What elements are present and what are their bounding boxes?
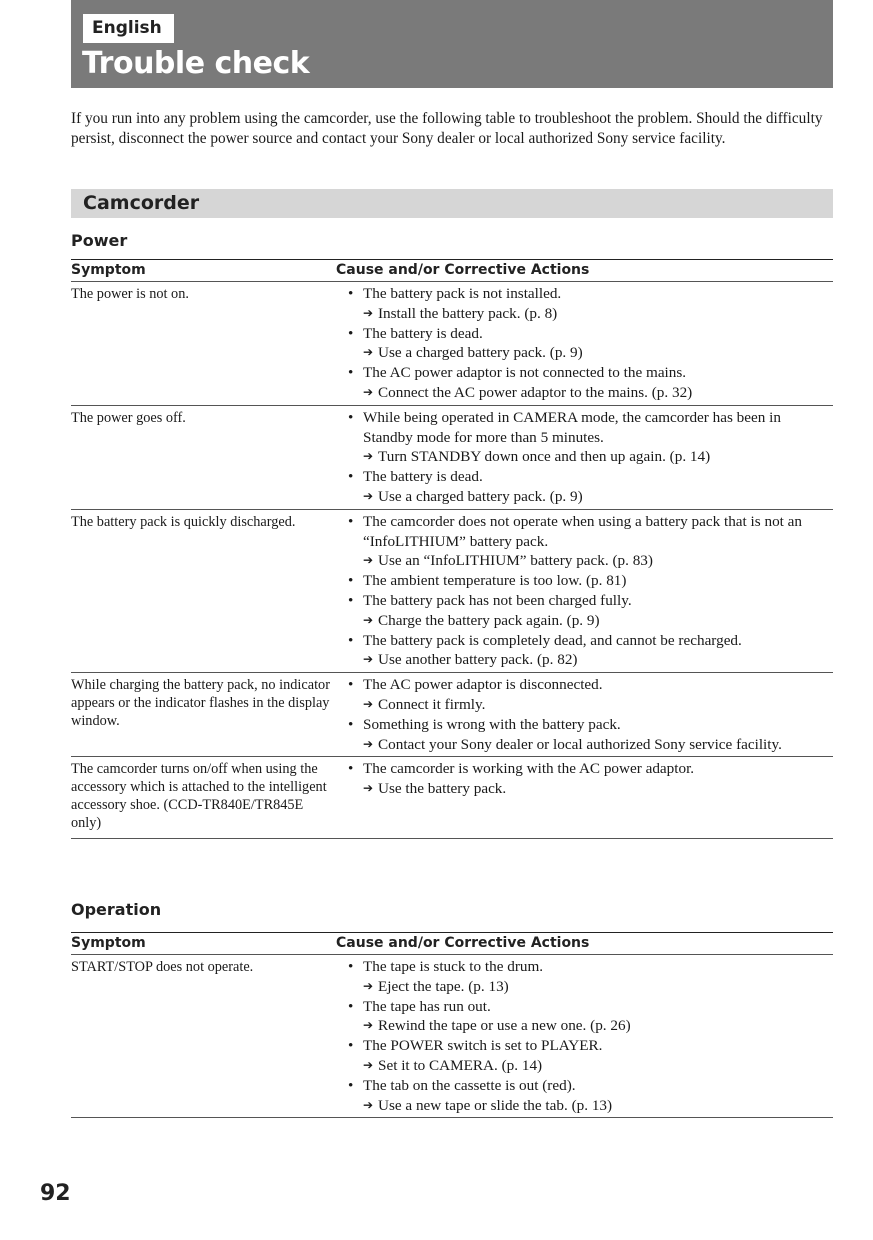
intro-paragraph: If you run into any problem using the camcorder, use the following table to troubleshoot the problem. Should the difficulty persist, disconnect the power source and contact your Sony dealer or local authorized Sony service facility. — [71, 110, 823, 147]
corrective-action-text: Use an “InfoLITHIUM” battery pack. (p. 83) — [378, 552, 653, 570]
page-number: 92 — [40, 1181, 71, 1206]
corrective-action — [348, 383, 833, 403]
table-row — [71, 510, 833, 673]
power-table-header — [71, 259, 833, 282]
corrective-action-text: Use the battery pack. — [378, 780, 507, 798]
corrective-action-text: Use a new tape or slide the tab. (p. 13) — [378, 1096, 613, 1114]
operation-table-header — [71, 932, 833, 955]
corrective-action-text: Rewind the tape or use a new one. (p. 26) — [378, 1017, 631, 1035]
cause-text: The AC power adaptor is not connected to the mains. — [363, 364, 687, 382]
cause-text: The battery is dead. — [363, 468, 483, 486]
corrective-action — [348, 650, 833, 670]
corrective-action — [348, 487, 833, 507]
bullet-icon: • — [348, 408, 354, 426]
arrow-right-icon: ➔ — [363, 1018, 374, 1033]
actions-cell — [348, 955, 833, 1117]
cause-text: The battery pack has not been charged fully. — [363, 591, 632, 609]
arrow-right-icon: ➔ — [363, 305, 374, 320]
cause-item — [348, 363, 833, 383]
cause-item — [348, 284, 833, 304]
cause-item — [348, 957, 833, 977]
arrow-right-icon: ➔ — [363, 652, 374, 667]
cause-text: The tape has run out. — [363, 997, 491, 1015]
corrective-action — [348, 1056, 833, 1076]
table-row — [71, 955, 833, 1118]
bullet-icon: • — [348, 285, 354, 302]
corrective-action — [348, 977, 833, 997]
power-table-body — [71, 282, 833, 839]
column-header-symptom: Symptom — [71, 262, 146, 278]
operation-table — [71, 932, 833, 1118]
power-subtitle: Power — [71, 231, 128, 250]
corrective-action-text: Turn STANDBY down once and then up again. (p. 14) — [378, 448, 711, 466]
arrow-right-icon: ➔ — [363, 384, 374, 399]
arrow-right-icon: ➔ — [363, 612, 374, 627]
bullet-icon: • — [348, 572, 354, 590]
corrective-action-text: Charge the battery pack again. (p. 9) — [378, 611, 600, 629]
cause-text: While being operated in CAMERA mode, the camcorder has been in Standby mode for more than 5 minutes. — [363, 408, 781, 446]
cause-item — [348, 1036, 833, 1056]
corrective-action — [348, 304, 833, 324]
table-row — [71, 757, 833, 839]
corrective-action — [348, 1096, 833, 1116]
corrective-action — [348, 447, 833, 467]
bullet-icon: • — [348, 324, 354, 342]
cause-text: The battery pack is not installed. — [363, 285, 562, 302]
cause-item — [348, 467, 833, 487]
cause-text: The ambient temperature is too low. (p. 81) — [363, 572, 627, 590]
cause-text: The POWER switch is set to PLAYER. — [363, 1037, 603, 1055]
operation-table-body — [71, 955, 833, 1118]
corrective-action — [348, 735, 833, 755]
cause-item — [348, 759, 833, 779]
arrow-right-icon: ➔ — [363, 696, 374, 711]
actions-cell — [348, 406, 833, 509]
bullet-icon: • — [348, 715, 354, 733]
corrective-action — [348, 779, 833, 799]
cause-text: The battery pack is completely dead, and cannot be recharged. — [363, 631, 742, 649]
arrow-right-icon: ➔ — [363, 553, 374, 568]
bullet-icon: • — [348, 468, 354, 486]
cause-item — [348, 324, 833, 344]
cause-text: The camcorder does not operate when using a battery pack that is not an “InfoLITHIUM” battery pack. — [363, 512, 803, 550]
corrective-action-text: Install the battery pack. (p. 8) — [378, 304, 558, 322]
corrective-action-text: Use a charged battery pack. (p. 9) — [378, 487, 583, 505]
arrow-right-icon: ➔ — [363, 1097, 374, 1112]
corrective-action-text: Connect it firmly. — [378, 695, 486, 713]
cause-text: The AC power adaptor is disconnected. — [363, 676, 603, 694]
actions-cell — [348, 282, 833, 405]
bullet-icon: • — [348, 364, 354, 382]
corrective-action-text: Use another battery pack. (p. 82) — [378, 651, 578, 669]
bullet-icon: • — [348, 591, 354, 609]
corrective-action — [348, 343, 833, 363]
cause-item — [348, 715, 833, 735]
actions-cell — [348, 510, 833, 672]
corrective-action-text: Use a charged battery pack. (p. 9) — [378, 344, 583, 362]
cause-item — [348, 591, 833, 611]
cause-item — [348, 408, 833, 448]
power-table — [71, 259, 833, 839]
cause-text: The camcorder is working with the AC power adaptor. — [363, 760, 695, 778]
corrective-action-text: Connect the AC power adaptor to the mains. (p. 32) — [378, 383, 693, 401]
corrective-action — [348, 695, 833, 715]
actions-cell — [348, 673, 833, 756]
cause-item — [348, 631, 833, 651]
corrective-action — [348, 1016, 833, 1036]
corrective-action-text: Set it to CAMERA. (p. 14) — [378, 1056, 543, 1074]
cause-text: The battery is dead. — [363, 324, 483, 342]
cause-text: The tab on the cassette is out (red). — [363, 1076, 576, 1094]
actions-cell — [348, 757, 833, 801]
arrow-right-icon: ➔ — [363, 978, 374, 993]
arrow-right-icon: ➔ — [363, 1057, 374, 1072]
symptom-cell: While charging the battery pack, no indicator appears or the indicator flashes in the display window. — [71, 677, 330, 730]
corrective-action — [348, 551, 833, 571]
column-header-actions: Cause and/or Corrective Actions — [336, 935, 590, 951]
cause-item — [348, 675, 833, 695]
cause-item — [348, 1076, 833, 1096]
bullet-icon: • — [348, 631, 354, 649]
corrective-action-text: Eject the tape. (p. 13) — [378, 977, 509, 995]
cause-item — [348, 997, 833, 1017]
operation-subtitle: Operation — [71, 900, 162, 919]
bullet-icon: • — [348, 1037, 354, 1055]
cause-item — [348, 512, 833, 552]
language-tag: English — [83, 14, 174, 43]
page-title: Trouble check — [82, 46, 310, 81]
arrow-right-icon: ➔ — [363, 736, 374, 751]
column-header-actions: Cause and/or Corrective Actions — [336, 262, 590, 278]
section-title: Camcorder — [83, 192, 200, 214]
bullet-icon: • — [348, 997, 354, 1015]
symptom-cell: The power goes off. — [71, 409, 186, 426]
arrow-right-icon: ➔ — [363, 345, 374, 360]
table-row — [71, 673, 833, 757]
corrective-action — [348, 611, 833, 631]
cause-text: Something is wrong with the battery pack. — [363, 715, 621, 733]
corrective-action-text: Contact your Sony dealer or local authorized Sony service facility. — [378, 735, 782, 753]
symptom-cell: The power is not on. — [71, 286, 189, 302]
symptom-cell: The battery pack is quickly discharged. — [71, 513, 296, 530]
symptom-cell: The camcorder turns on/off when using the accessory which is attached to the intelligent accessory shoe. (CCD-TR840E/TR845E only) — [71, 761, 327, 832]
bullet-icon: • — [348, 760, 354, 778]
bullet-icon: • — [348, 512, 354, 530]
arrow-right-icon: ➔ — [363, 488, 374, 503]
column-header-symptom: Symptom — [71, 935, 146, 951]
bullet-icon: • — [348, 676, 354, 694]
arrow-right-icon: ➔ — [363, 781, 374, 796]
arrow-right-icon: ➔ — [363, 449, 374, 464]
bullet-icon: • — [348, 1076, 354, 1094]
bullet-icon: • — [348, 958, 354, 975]
table-row — [71, 406, 833, 510]
symptom-cell: START/STOP does not operate. — [71, 959, 254, 975]
cause-item — [348, 571, 833, 591]
table-row — [71, 282, 833, 406]
cause-text: The tape is stuck to the drum. — [363, 958, 544, 975]
